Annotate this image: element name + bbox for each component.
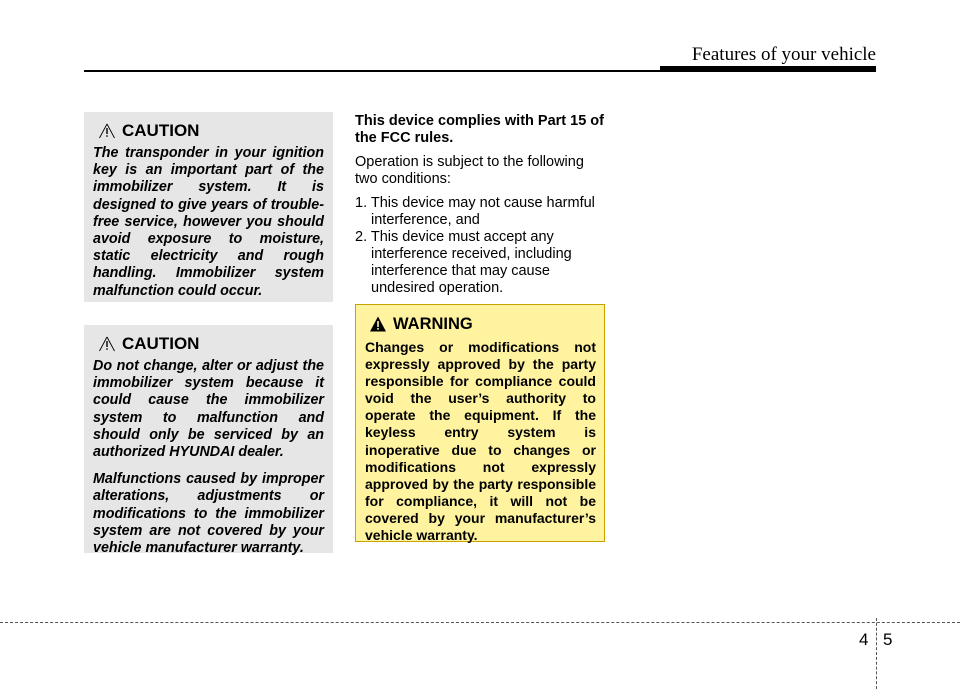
warning-triangle-icon (369, 315, 387, 333)
caution-text-2: Malfunctions caused by improper alterations, adjustments or modifications to the immobilizer system are not covered by your vehicle manufacturer warranty. (93, 471, 324, 557)
warning-title: WARNING (393, 314, 473, 333)
section-title: Features of your vehicle (691, 44, 876, 65)
fcc-section (355, 113, 605, 297)
fcc-conditions-intro: Operation is subject to the following two conditions: (355, 154, 584, 187)
warning-text: Changes or modifications not expressly approved by the party responsible for compliance could void the user’s authority to operate the equipment. If the keyless entry system is inoperative due to changes or modifications not expressly approved by the party responsible for compliance, it will not be covered by your manufacturer’s vehicle warranty. (365, 339, 596, 544)
fcc-compliance-statement: This device complies with Part 15 of the FCC rules. (355, 113, 604, 146)
warning-header (369, 313, 596, 335)
warning-box (355, 304, 605, 542)
caution-text-1: Do not change, alter or adjust the immobilizer system because it could cause the immobilizer system to malfunction and should only be serviced by an authorized HYUNDAI dealer. (93, 358, 324, 461)
caution-header (98, 120, 324, 142)
page-number: 5 (883, 630, 893, 649)
chapter-number: 4 (859, 630, 869, 649)
caution-header (98, 333, 324, 355)
footer-rule (0, 622, 960, 623)
caution-box-transponder (84, 112, 333, 302)
caution-title: CAUTION (122, 121, 200, 140)
fcc-conditions-list (355, 195, 605, 297)
list-item: 2. This device must accept any interference received, including interference that may cause undesired operation. (355, 229, 572, 296)
page-number-divider (876, 618, 877, 689)
caution-title: CAUTION (122, 334, 200, 353)
header-rule-accent (660, 66, 876, 72)
caution-triangle-icon (98, 122, 116, 140)
caution-triangle-icon (98, 335, 116, 353)
caution-box-immobilizer (84, 325, 333, 557)
caution-text: The transponder in your ignition key is an important part of the immobilizer system. It is designed to give years of trouble-free service, however you should avoid exposure to moisture, static electricity and rough handling. Immobilizer system malfunction could occur. (93, 145, 324, 299)
list-item: 1. This device may not cause harmful interference, and (355, 195, 595, 228)
